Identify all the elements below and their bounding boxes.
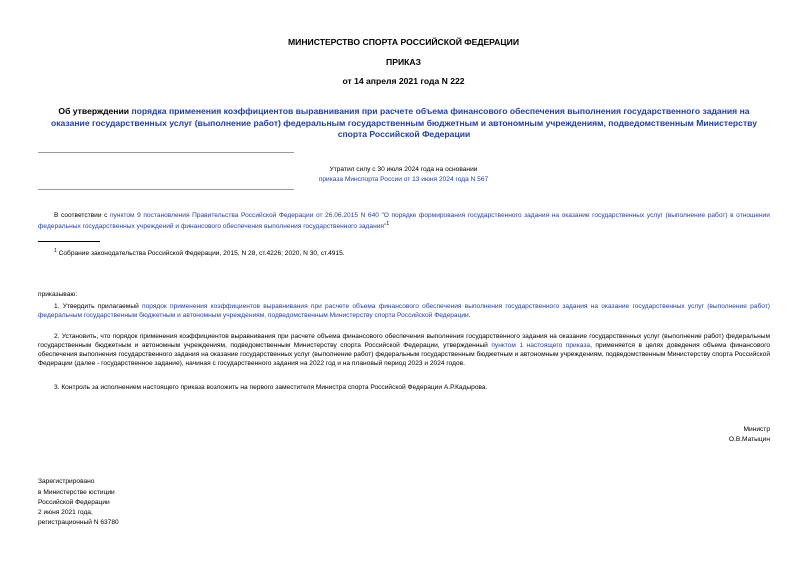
footnote-text: Собрание законодательства Российской Федерации, 2015, N 28, ст.4226; 2020, N 30, ст.4915. xyxy=(56,250,345,258)
item-2-text-continued: , применяется в целях доведения объема финансового обеспечения выполнения государственного задания на оказание государственных услуг (выполнение работ) федеральным государственным бюджетным и автономным учреждениям, подведомственным Министерству спорта Российской Федерации (далее - государственное задание), начиная с государственного задания на 2022 год и на плановый период 2023 и 2024 годов. xyxy=(38,342,770,367)
item-1-link[interactable]: порядок применения коэффициентов выравнивания при расчете объема финансового обеспечения выполнения государственного задания на оказание государственных услуг (выполнение работ) федеральным государственным бюджетным и автономным учреждениям, подведомственным Министерству спорта Российской Федерации xyxy=(38,303,770,319)
item-1-prefix: 1. Утвердить прилагаемый xyxy=(54,303,143,310)
footnote-ref[interactable]: 1 xyxy=(386,221,390,227)
signature-name: О.В.Матыцин xyxy=(728,436,770,443)
ministry-heading: МИНИСТЕРСТВО СПОРТА РОССИЙСКОЙ ФЕДЕРАЦИИ xyxy=(287,37,519,47)
doc-type-heading: ПРИКАЗ xyxy=(386,57,421,67)
item-1-suffix: . xyxy=(468,312,471,319)
doc-date-number: от 14 апреля 2021 года N 222 xyxy=(342,76,465,86)
doc-title xyxy=(38,106,770,141)
status-link[interactable]: приказа Минспорта России от 13 июня 2024 года N 567 xyxy=(318,176,489,183)
registration-line-5: регистрационный N 63780 xyxy=(38,519,119,526)
item-2-paragraph xyxy=(38,332,770,368)
item-3-paragraph: 3. Контроль за исполнением настоящего приказа возложить на первого заместителя Министра спорта Российской Федерации А.Р.Кадырова. xyxy=(54,384,488,391)
item-2-text: 2. Установить, что порядок применения коэффициентов выравнивания при расчете объема финансового обеспечения выполнения государственного задания на оказание государственных услуг (выполнение работ) федеральным государственным бюджетным и автономным учреждениям, подведомственным Министерству спорта Российской Федерации, утвержденный xyxy=(38,333,770,349)
order-word: приказываю: xyxy=(38,291,78,298)
preamble-text: В соответствии с xyxy=(54,212,110,219)
footnote-mark: 1 xyxy=(54,248,57,254)
doc-title-link[interactable]: порядка применения коэффициентов выравнивания при расчете объема финансового обеспечения выполнения государственного задания на оказание государственных услуг (выполнение работ) федеральным государственным бюджетным и автономным учреждениям, подведомственным Министерству спорта Российской Федерации xyxy=(50,106,758,139)
registration-line-3: Российской Федерации xyxy=(38,499,110,506)
footnote-divider xyxy=(38,241,100,242)
registration-line-1: Зарегистрировано xyxy=(38,478,95,485)
registration-line-2: в Министерстве юстиции xyxy=(38,489,115,496)
item-1-paragraph xyxy=(38,302,770,320)
registration-line-4: 2 июня 2021 года, xyxy=(38,509,93,516)
preamble-link[interactable]: пунктом 9 постановления Правительства Российской Федерации от 26.06.2015 N 640 "О порядке формирования государственного задания на оказание государственных услуг (выполнение работ) в отношении федеральных государственных учреждений и финансового обеспечения выполнения государственного задания" xyxy=(38,212,770,231)
divider-bottom xyxy=(38,189,294,190)
signature-position: Министр xyxy=(743,426,770,433)
doc-title-prefix: Об утверждении xyxy=(58,106,132,116)
divider-top xyxy=(38,152,294,153)
preamble-paragraph xyxy=(38,211,770,231)
status-line: Утратил силу с 30 июля 2024 года на основании xyxy=(329,166,478,173)
item-2-link[interactable]: пунктом 1 настоящего приказа xyxy=(491,342,591,349)
footnote xyxy=(54,247,770,258)
